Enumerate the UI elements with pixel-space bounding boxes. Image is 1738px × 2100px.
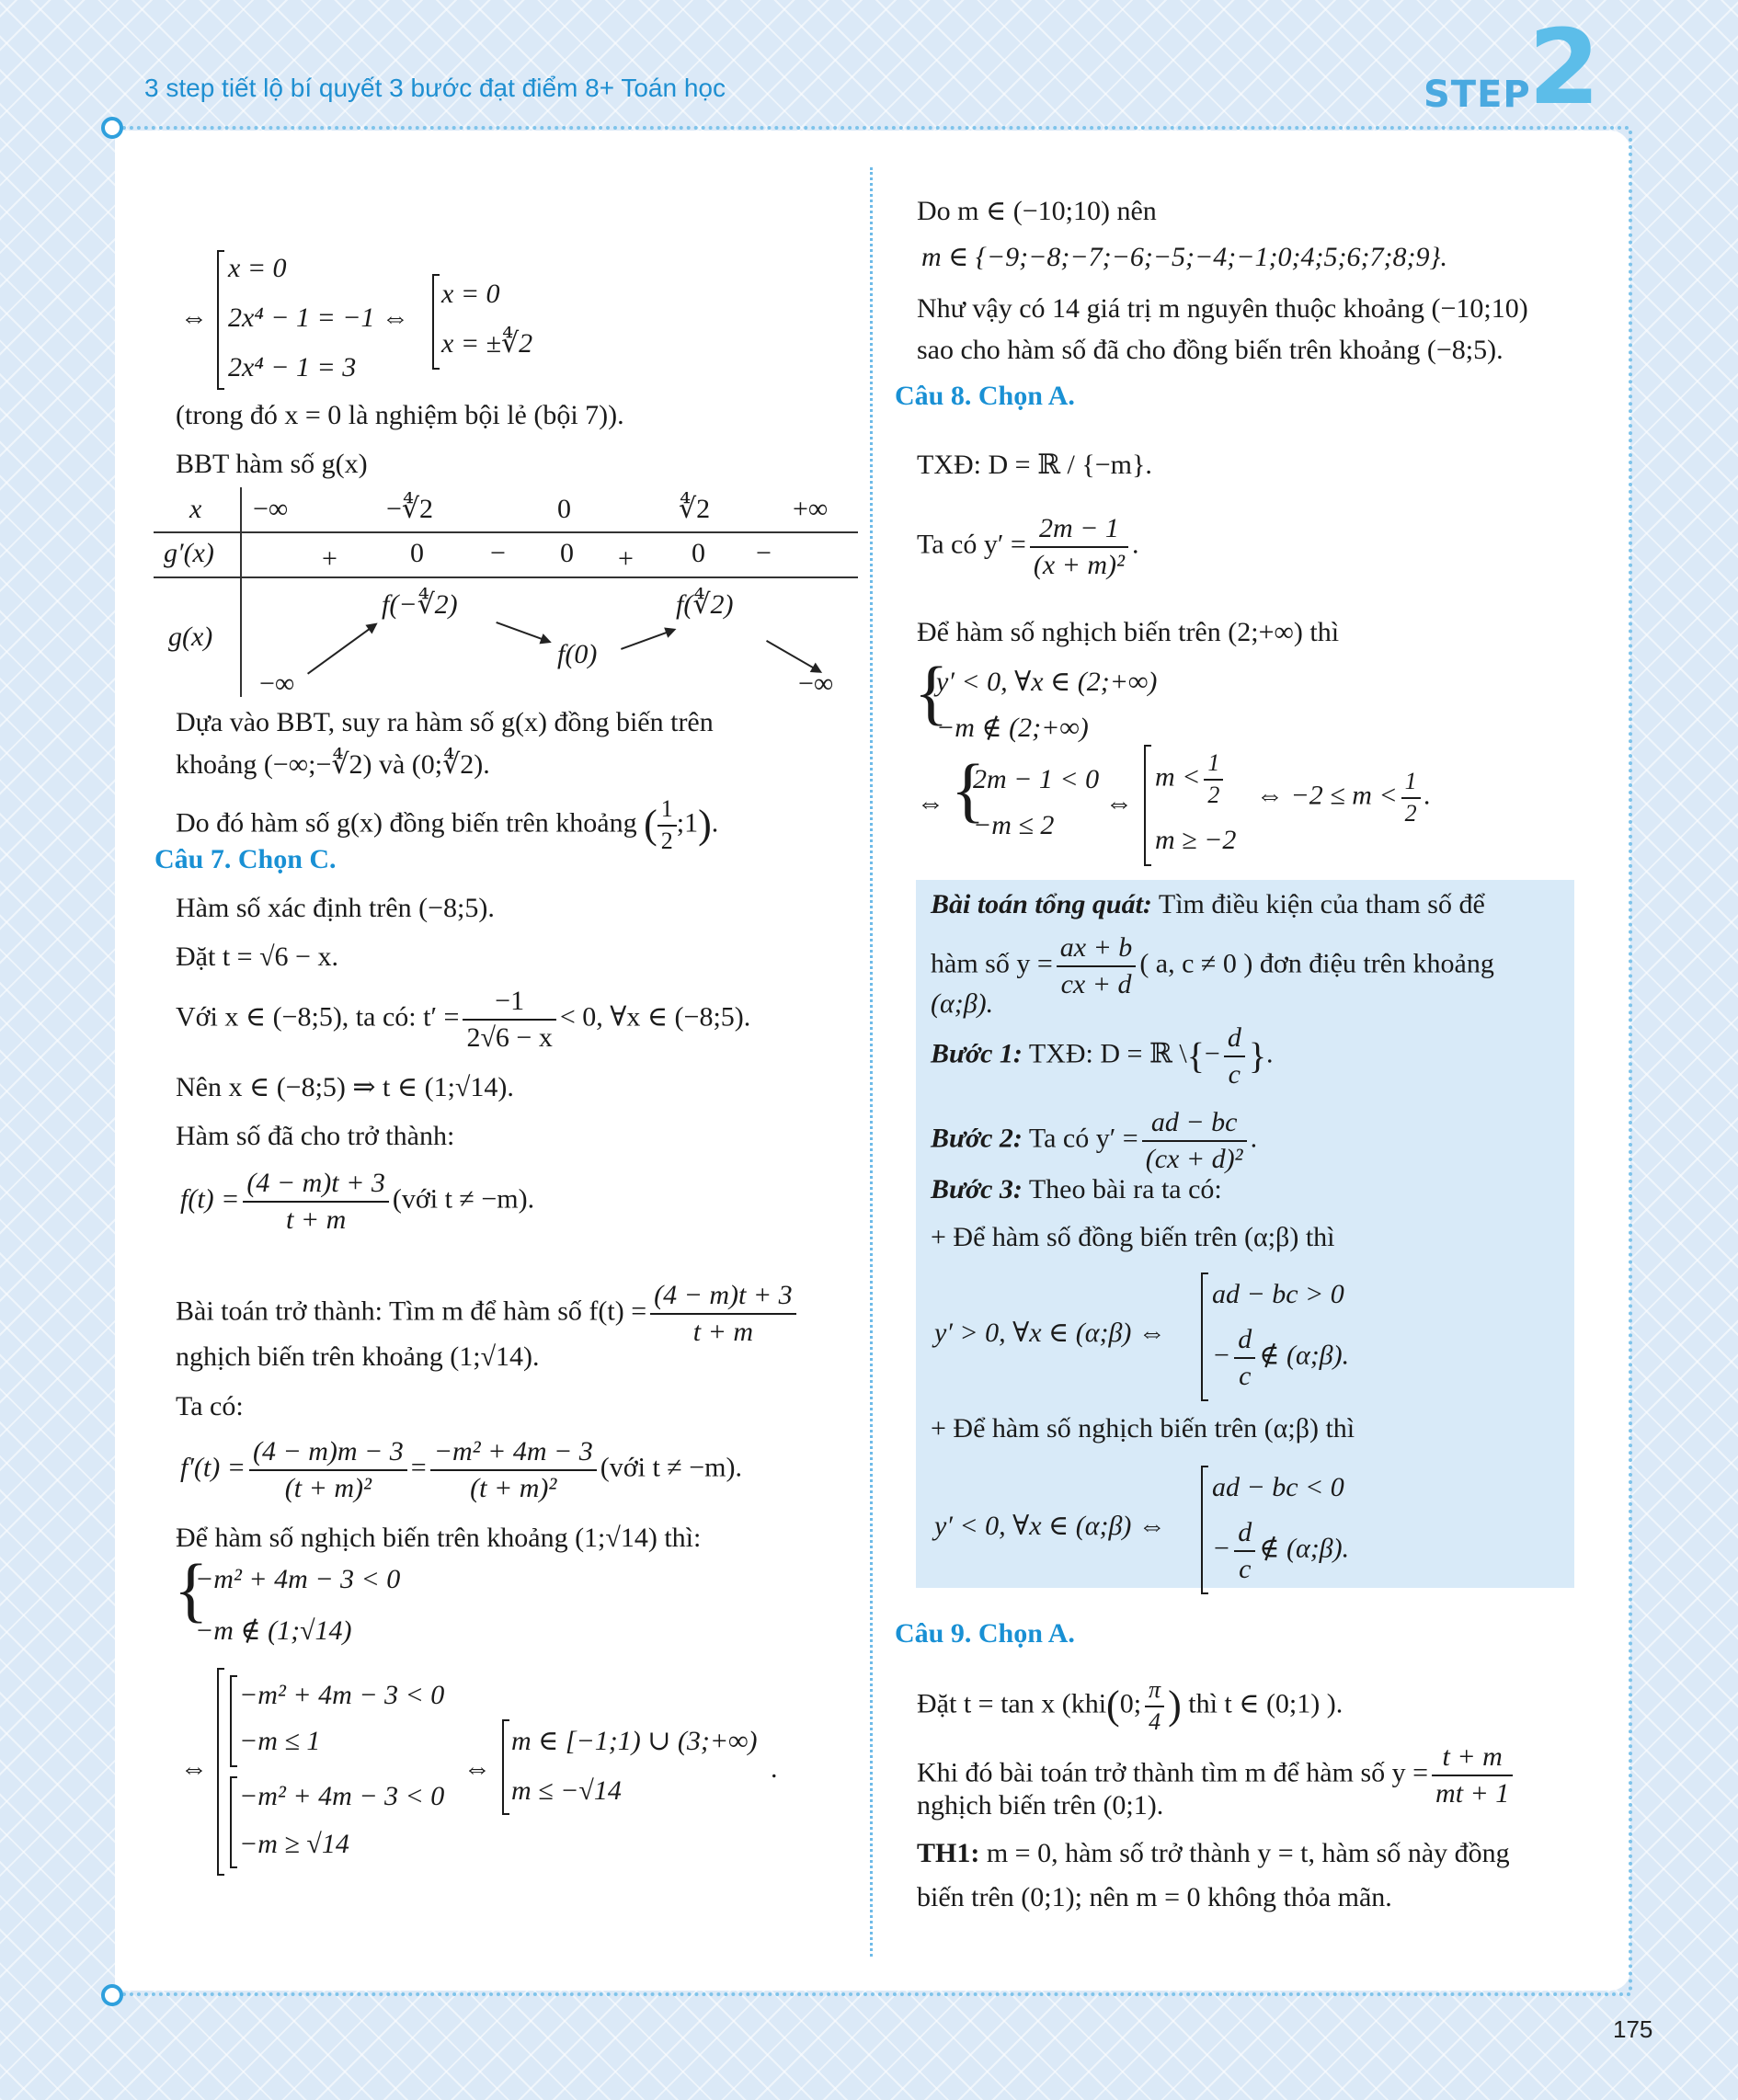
ring-top-icon bbox=[101, 117, 123, 139]
c8-system: y′ < 0, ∀x ∈ (2;+∞) bbox=[936, 667, 1158, 697]
c7-line: Với x ∈ (−8;5), ta có: t′ = $\frac{-1}{2√6 - x}$ < 0, ∀x ∈ (−8;5). bbox=[176, 986, 751, 1053]
box-line: Bước 2: Ta có y′ = $\frac{ad - bc}{\text{(cx + d)²}}$ . bbox=[931, 1107, 1258, 1174]
box-line: + Để hàm số đồng biến trên (α;β) thì bbox=[931, 1222, 1335, 1252]
brace-icon: { bbox=[174, 1549, 209, 1629]
table-x-label: x bbox=[189, 494, 202, 524]
c7-case: −m ≤ 1 bbox=[239, 1726, 321, 1756]
brace-icon: { bbox=[914, 652, 949, 732]
c8-case: 2m − 1 < 0 bbox=[973, 764, 1100, 794]
brace-icon: { bbox=[951, 749, 986, 829]
sys1-row2: 2x⁴ − 1 = −1 ⇔ bbox=[228, 302, 409, 333]
c8-case: m ≥ −2 bbox=[1155, 825, 1237, 855]
table-x-value: 0 bbox=[557, 494, 571, 524]
cau7-heading: Câu 7. Chọn C. bbox=[154, 844, 337, 874]
header-title: 3 step tiết lộ bí quyết 3 bước đạt điểm 8+ Toán học bbox=[144, 74, 726, 102]
c7-line: Hàm số xác định trên (−8;5). bbox=[176, 893, 495, 923]
table-g-value: f(0) bbox=[557, 639, 598, 669]
para-line: Do đó hàm số g(x) đồng biến trên khoảng ( $\frac{1}{2}$ ;1). bbox=[176, 795, 719, 854]
c9-line: TH1: m = 0, hàm số trở thành y = t, hàm số này đồng bbox=[917, 1838, 1510, 1868]
iff-symbol: ⇔ bbox=[180, 302, 208, 333]
c7-case: −m² + 4m − 3 < 0 bbox=[239, 1781, 445, 1811]
box-line: ad − bc < 0 bbox=[1212, 1472, 1344, 1502]
r-line: Do m ∈ (−10;10) nên bbox=[917, 196, 1157, 226]
table-g-label: g(x) bbox=[168, 622, 213, 652]
box-line: ad − bc > 0 bbox=[1212, 1279, 1344, 1309]
box-line: − $\frac{d}{c}$ ∉ (α;β). bbox=[1212, 1324, 1350, 1391]
table-x-value: ∜2 bbox=[679, 494, 711, 524]
para-line: Dựa vào BBT, suy ra hàm số g(x) đồng biến trên bbox=[176, 707, 714, 737]
box-line: y′ < 0, ∀x ∈ (α;β) ⇔ bbox=[934, 1511, 1166, 1541]
iff-symbol: ⇔ bbox=[180, 1753, 208, 1784]
cau9-heading: Câu 9. Chọn A. bbox=[895, 1618, 1075, 1649]
c8-result: ⇔ −2 ≤ m < $\frac{1}{2}$ . bbox=[1256, 768, 1432, 827]
c9-line: Khi đó bài toán trở thành tìm m để hàm số y = $\frac{t + m}{mt + 1}$ bbox=[917, 1740, 1516, 1810]
table-sign: 0 bbox=[560, 538, 574, 568]
cau8-heading: Câu 8. Chọn A. bbox=[895, 381, 1075, 411]
c7-line: Nên x ∈ (−8;5) ⇒ t ∈ (1;√14). bbox=[176, 1072, 514, 1102]
table-g-value: −∞ bbox=[259, 668, 295, 699]
c7-line: Ta có: bbox=[176, 1391, 244, 1421]
inner-brace bbox=[230, 1675, 237, 1767]
c7-system: −m ∉ (1;√14) bbox=[195, 1615, 352, 1646]
c7-line: Để hàm số nghịch biến trên khoảng (1;√14) thì: bbox=[176, 1523, 702, 1553]
table-line bbox=[240, 487, 242, 697]
inner-brace bbox=[230, 1776, 237, 1868]
r-line: sao cho hàm số đã cho đồng biến trên khoảng (−8;5). bbox=[917, 335, 1504, 365]
iff-symbol: ⇔ bbox=[1105, 788, 1133, 818]
box-line: − $\frac{d}{c}$ ∉ (α;β). bbox=[1212, 1517, 1350, 1584]
outer-bracket bbox=[217, 1668, 224, 1876]
sys1-sol1: x = 0 bbox=[441, 279, 500, 309]
c8-case: −m ≤ 2 bbox=[973, 810, 1055, 840]
c7-line: Bài toán trở thành: Tìm m để hàm số f(t) = $\frac{(4 - m)t + 3}{t + m}$ bbox=[176, 1278, 800, 1349]
c9-line: nghịch biến trên (0;1). bbox=[917, 1790, 1164, 1820]
ring-bottom-icon bbox=[101, 1984, 123, 2006]
c7-result: m ∈ [−1;1) ∪ (3;+∞) bbox=[511, 1726, 758, 1756]
step-number: 2 bbox=[1528, 8, 1600, 128]
c7-case: −m ≥ √14 bbox=[239, 1829, 349, 1859]
page-number: 175 bbox=[1613, 2015, 1653, 2043]
c9-line: biến trên (0;1); nên m = 0 không thỏa mãn. bbox=[917, 1882, 1392, 1912]
table-g-value: f(∜2) bbox=[676, 589, 734, 620]
box-line: Bước 3: Theo bài ra ta có: bbox=[931, 1174, 1222, 1204]
result-bracket bbox=[502, 1719, 509, 1815]
table-line bbox=[154, 576, 858, 578]
box-line: Bài toán tổng quát: Tìm điều kiện của tham số để bbox=[931, 889, 1485, 919]
para-line: khoảng (−∞;−∜2) và (0;∜2). bbox=[176, 749, 490, 780]
box-line: hàm số y = $\frac{ax + b}{cx + d}$ ( a, c ≠ 0 ) đơn điệu trên khoảng bbox=[931, 932, 1494, 999]
table-x-value: +∞ bbox=[793, 494, 829, 524]
box-brace bbox=[1201, 1466, 1208, 1594]
c8-system: −m ∉ (2;+∞) bbox=[936, 713, 1089, 743]
iff-symbol: ⇔ bbox=[917, 788, 944, 818]
c7-line: f(t) = $\frac{(4 - m)t + 3}{t + m}$ (với t ≠ −m). bbox=[180, 1168, 535, 1235]
system-bracket bbox=[217, 250, 224, 390]
c7-result: m ≤ −√14 bbox=[511, 1775, 622, 1806]
c7-line: f′(t) = $\frac{(4 - m)m - 3}{\text{(t + m)²}}$ = $\frac{\text{−m² + 4m − 3}}{\text{(t + m)²}}$ (với t ≠ −m). bbox=[180, 1436, 742, 1503]
sys1-sol2: x = ±∜2 bbox=[441, 328, 533, 359]
c7-system: −m² + 4m − 3 < 0 bbox=[195, 1564, 401, 1594]
period: . bbox=[771, 1753, 778, 1784]
column-divider bbox=[870, 167, 873, 1957]
solution-bracket bbox=[432, 274, 440, 370]
step-label: STEP bbox=[1424, 74, 1531, 116]
c8-line: Để hàm số nghịch biến trên (2;+∞) thì bbox=[917, 617, 1340, 647]
bbt-title: BBT hàm số g(x) bbox=[176, 449, 368, 479]
table-x-value: −∜2 bbox=[386, 494, 434, 524]
table-sign: + bbox=[322, 543, 337, 574]
c7-line: Hàm số đã cho trở thành: bbox=[176, 1121, 455, 1151]
table-sign: − bbox=[490, 538, 506, 568]
c7-line: nghịch biến trên khoảng (1;√14). bbox=[176, 1341, 540, 1372]
table-x-value: −∞ bbox=[253, 494, 289, 524]
table-sign: + bbox=[618, 543, 634, 574]
c8-line: TXĐ: D = ℝ / {−m}. bbox=[917, 450, 1152, 480]
r-line: m ∈ {−9;−8;−7;−6;−5;−4;−1;0;4;5;6;7;8;9}. bbox=[921, 242, 1447, 272]
table-sign: 0 bbox=[410, 538, 424, 568]
table-sign: 0 bbox=[692, 538, 705, 568]
table-line bbox=[154, 531, 858, 533]
box-line: (α;β). bbox=[931, 988, 994, 1019]
c8-brace bbox=[1144, 745, 1151, 866]
box-line: y′ > 0, ∀x ∈ (α;β) ⇔ bbox=[934, 1318, 1166, 1348]
right-dotted-border bbox=[1629, 131, 1632, 1992]
table-g-value: f(−∜2) bbox=[382, 589, 458, 620]
sys1-row3: 2x⁴ − 1 = 3 bbox=[228, 352, 357, 382]
note-line: (trong đó x = 0 là nghiệm bội lẻ (bội 7)). bbox=[176, 400, 624, 430]
bottom-dotted-border bbox=[115, 1992, 1632, 1996]
box-line: + Để hàm số nghịch biến trên (α;β) thì bbox=[931, 1413, 1355, 1444]
box-line: Bước 1: TXĐ: D = ℝ \{− $\frac{d}{c}$ }. bbox=[931, 1022, 1274, 1090]
c9-line: Đặt t = tan x (khi(0; $\frac{\pi}{4}$ ) thì t ∈ (0;1) ). bbox=[917, 1676, 1344, 1735]
c7-case: −m² + 4m − 3 < 0 bbox=[239, 1680, 445, 1710]
table-sign: − bbox=[756, 538, 772, 568]
top-dotted-border bbox=[115, 126, 1630, 130]
c8-case: m < $\frac{1}{2}$ bbox=[1155, 748, 1227, 810]
r-line: Như vậy có 14 giá trị m nguyên thuộc khoảng (−10;10) bbox=[917, 293, 1528, 324]
table-gprime-label: g′(x) bbox=[164, 538, 214, 568]
box-brace bbox=[1201, 1273, 1208, 1401]
table-g-value: −∞ bbox=[798, 668, 834, 699]
sys1-row1: x = 0 bbox=[228, 253, 287, 283]
c7-line: Đặt t = √6 − x. bbox=[176, 942, 338, 972]
iff-symbol: ⇔ bbox=[463, 1753, 491, 1784]
c8-line: Ta có y′ = $\frac{2m - 1}{\text{(x + m)²}}$ . bbox=[917, 513, 1139, 580]
